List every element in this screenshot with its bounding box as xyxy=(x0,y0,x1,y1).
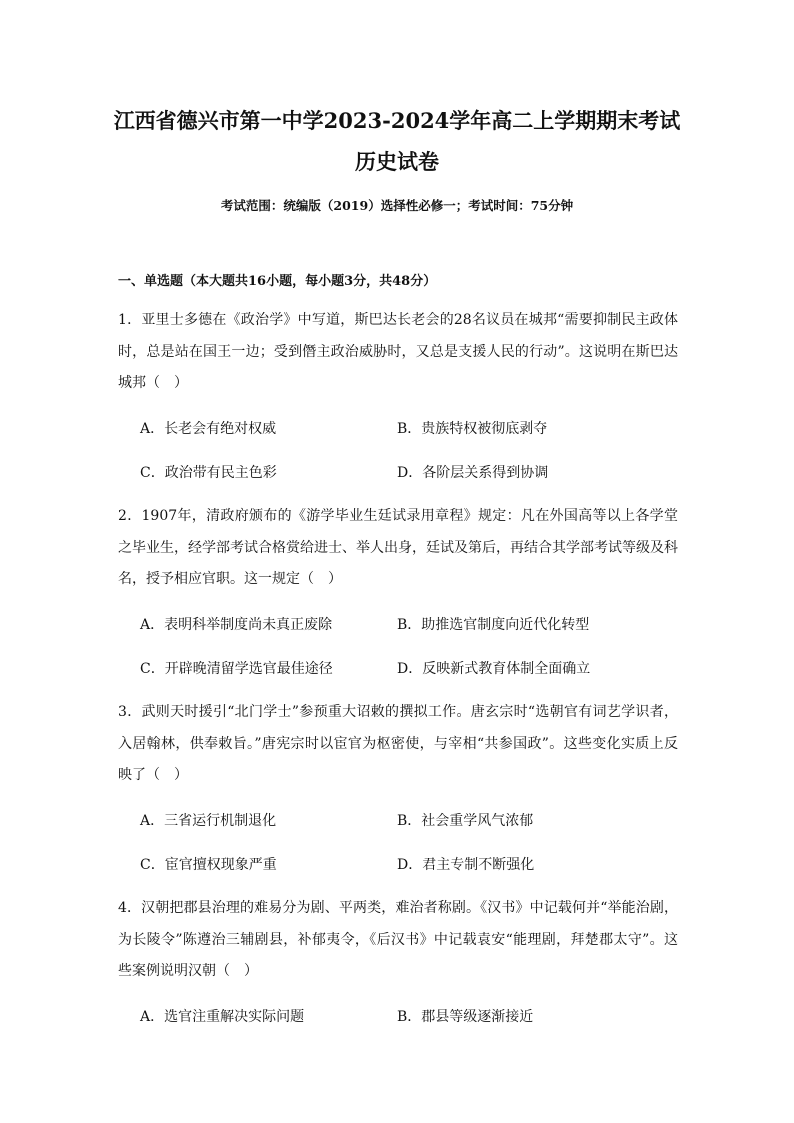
question-3-option-c: C．宦官擅权现象严重 xyxy=(140,857,277,873)
question-2-stem: 2．1907年，清政府颁布的《游学毕业生廷试录用章程》规定：凡在外国高等以上各学堂之毕业生，经学部考试合格赏给进士、举人出身，廷试及第后，再结合其学部考试等级及科名，授予相应官职。这一规定（ ） xyxy=(118,508,678,587)
question-2-option-d: D．反映新式教育体制全面确立 xyxy=(397,661,591,677)
question-4-option-b: B．郡县等级逐渐接近 xyxy=(397,1009,534,1025)
exam-info: 考试范围：统编版（2019）选择性必修一；考试时间：75分钟 xyxy=(220,198,574,213)
question-3-option-a: A．三省运行机制退化 xyxy=(140,813,277,829)
question-4-option-a: A．选官注重解决实际问题 xyxy=(140,1009,305,1025)
question-4-stem: 4．汉朝把郡县治理的难易分为剧、平两类，难治者称剧。《汉书》中记载何并“举能治剧，为长陵令”陈遵治三辅剧县，补郁夷令，《后汉书》中记载袁安“能理剧，拜楚郡太守”。这些案例说明汉朝（ ） xyxy=(118,900,678,979)
exam-title: 江西省德兴市第一中学2023-2024学年高二上学期期末考试 xyxy=(113,108,681,133)
question-3-option-b: B．社会重学风气浓郁 xyxy=(397,813,534,829)
exam-subject-title: 历史试卷 xyxy=(355,149,439,174)
question-3-stem: 3．武则天时援引“北门学士”参预重大诏敕的撰拟工作。唐玄宗时“选朝官有词艺学识者，入居翰林，供奉敕旨。”唐宪宗时以宦官为枢密使，与宰相“共参国政”。这些变化实质上反映了（ ） xyxy=(118,704,678,783)
question-1-option-a: A．长老会有绝对权威 xyxy=(140,421,277,437)
question-2-option-c: C．开辟晚清留学选官最佳途径 xyxy=(140,661,333,677)
question-2-option-b: B．助推选官制度向近代化转型 xyxy=(397,617,590,633)
question-1-option-b: B．贵族特权被彻底剥夺 xyxy=(397,421,548,437)
section-heading: 一、单选题（本大题共16小题，每小题3分，共48分） xyxy=(118,274,437,289)
question-2-option-a: A．表明科举制度尚未真正废除 xyxy=(140,617,333,633)
question-1-option-d: D．各阶层关系得到协调 xyxy=(397,465,549,481)
question-3-option-d: D．君主专制不断强化 xyxy=(397,857,535,873)
question-1-stem: 1．亚里士多德在《政治学》中写道，斯巴达长老会的28名议员在城邦“需要抑制民主政体时，总是站在国王一边；受到僭主政治威胁时，又总是支援人民的行动”。这说明在斯巴达城邦（ ） xyxy=(118,312,678,391)
question-1-option-c: C．政治带有民主色彩 xyxy=(140,465,277,481)
